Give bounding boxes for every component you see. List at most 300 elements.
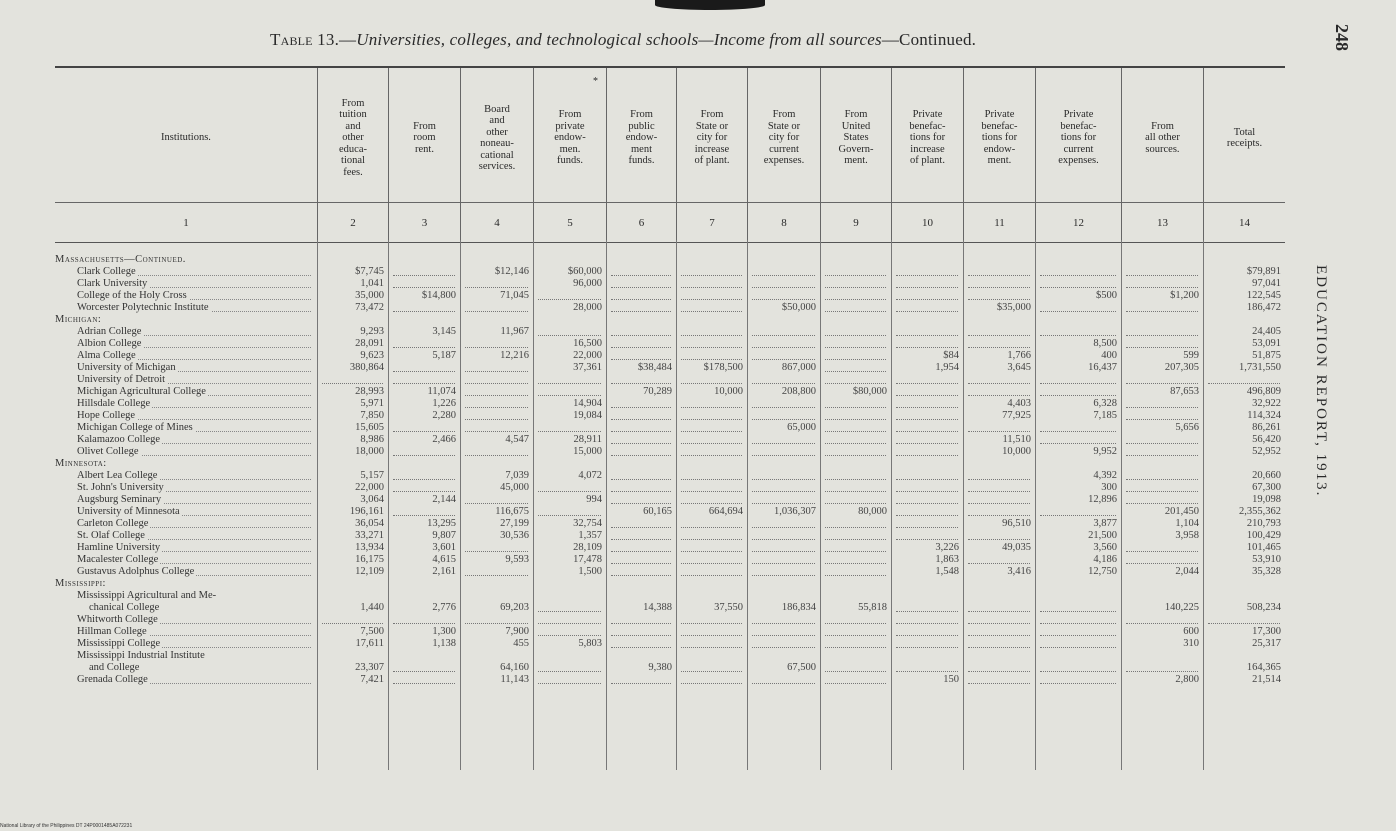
table-row — [55, 614, 1285, 626]
cell-col-7 — [676, 614, 747, 626]
cell-col-10: 1,548 — [935, 566, 959, 577]
institution-name-text: University of Michigan — [77, 362, 176, 373]
table-row — [55, 530, 1285, 542]
cell-col-13 — [1121, 278, 1203, 290]
cell-col-7 — [676, 326, 747, 338]
cell-col-10 — [891, 266, 963, 278]
ink-blot — [655, 0, 765, 10]
cell-col-6 — [606, 398, 676, 410]
cell-col-4: 455 — [513, 638, 529, 649]
cell-col-13: 600 — [1183, 626, 1199, 637]
cell-col-5: 994 — [586, 494, 602, 505]
cell-col-3 — [388, 362, 460, 374]
column-header-2 — [317, 68, 388, 242]
cell-col-9 — [820, 626, 891, 638]
cell-col-2: 73,472 — [355, 302, 384, 313]
cell-col-7 — [676, 494, 747, 506]
cell-col-12 — [1035, 434, 1121, 446]
cell-col-11: 3,416 — [1007, 566, 1031, 577]
cell-col-9 — [820, 410, 891, 422]
institution-name — [55, 434, 317, 446]
cell-col-10 — [891, 278, 963, 290]
cell-col-8 — [747, 290, 820, 302]
cell-col-13: 1,104 — [1175, 518, 1199, 529]
institution-name-text: Whitworth College — [77, 614, 158, 625]
cell-col-14: 52,952 — [1252, 446, 1281, 457]
cell-col-11 — [963, 338, 1035, 350]
cell-col-5 — [533, 326, 606, 338]
column-header-10 — [891, 68, 963, 242]
cell-col-8: 65,000 — [787, 422, 816, 433]
cell-col-7 — [676, 638, 747, 650]
cell-col-9 — [820, 362, 891, 374]
cell-col-4 — [460, 386, 533, 398]
table-row — [55, 434, 1285, 446]
column-number: 4 — [461, 202, 533, 243]
cell-col-6 — [606, 422, 676, 434]
cell-col-11: 3,645 — [1007, 362, 1031, 373]
institution-name — [55, 446, 317, 458]
cell-col-4: 27,199 — [500, 518, 529, 529]
cell-col-10 — [891, 398, 963, 410]
cell-col-11: 49,035 — [1002, 542, 1031, 553]
column-header-1 — [55, 68, 317, 242]
cell-col-10 — [891, 446, 963, 458]
cell-col-6 — [606, 542, 676, 554]
state-heading: Mississippi: — [55, 578, 106, 589]
column-header-label: From private endow- men. funds. — [554, 109, 586, 167]
cell-col-5: 17,478 — [573, 554, 602, 565]
cell-col-9 — [820, 470, 891, 482]
institution-name-text: Mississippi College — [77, 638, 161, 649]
institution-name-text: Albert Lea College — [77, 470, 158, 481]
cell-col-10: $84 — [943, 350, 959, 361]
column-number: 13 — [1122, 202, 1203, 243]
cell-col-10 — [891, 290, 963, 302]
institution-name — [55, 338, 317, 350]
state-heading: Minnesota: — [55, 458, 107, 469]
column-number: 9 — [821, 202, 891, 243]
column-header-9 — [820, 68, 891, 242]
cell-col-7 — [676, 374, 747, 386]
cell-col-2: 196,161 — [349, 506, 384, 517]
cell-col-3 — [388, 338, 460, 350]
cell-col-10 — [891, 410, 963, 422]
state-heading: Michigan: — [55, 314, 102, 325]
institution-name-text: Michigan Agricultural College — [77, 386, 206, 397]
cell-col-14: 100,429 — [1246, 530, 1281, 541]
cell-col-4 — [460, 614, 533, 626]
institution-name — [55, 410, 317, 422]
cell-col-2: 12,109 — [355, 566, 384, 577]
cell-col-12: 16,437 — [1088, 362, 1117, 373]
column-header-4 — [460, 68, 533, 242]
cell-col-11 — [963, 650, 1035, 674]
cell-col-14: 53,910 — [1252, 554, 1281, 565]
institution-name-line2: chanical College — [77, 602, 313, 614]
cell-col-2: 5,157 — [360, 470, 384, 481]
table-caption-suffix: —Continued. — [881, 30, 977, 49]
cell-col-3 — [388, 674, 460, 686]
cell-col-7 — [676, 290, 747, 302]
cell-col-2: 9,293 — [360, 326, 384, 337]
cell-col-13: 87,653 — [1170, 386, 1199, 397]
cell-col-12: 3,560 — [1093, 542, 1117, 553]
cell-col-6 — [606, 446, 676, 458]
cell-col-8 — [747, 266, 820, 278]
column-header-14 — [1203, 68, 1285, 242]
cell-col-3 — [388, 482, 460, 494]
cell-col-11 — [963, 674, 1035, 686]
cell-col-8 — [747, 554, 820, 566]
cell-col-11 — [963, 482, 1035, 494]
table-row — [55, 302, 1285, 314]
institution-name-text: St. John's University — [77, 482, 164, 493]
cell-col-6 — [606, 326, 676, 338]
cell-col-9 — [820, 482, 891, 494]
cell-col-2: 35,000 — [355, 290, 384, 301]
cell-col-11 — [963, 506, 1035, 518]
cell-col-8 — [747, 638, 820, 650]
cell-col-4: 12,216 — [500, 350, 529, 361]
cell-col-10: 1,863 — [935, 554, 959, 565]
cell-col-6 — [606, 266, 676, 278]
table-caption: Universities, colleges, and technological schools—Income from all sources — [356, 30, 882, 49]
cell-col-5: 14,904 — [573, 398, 602, 409]
cell-col-8 — [747, 530, 820, 542]
cell-col-13: $1,200 — [1170, 290, 1199, 301]
cell-col-12: $500 — [1096, 290, 1117, 301]
cell-col-3: 5,187 — [432, 350, 456, 361]
cell-col-5: 32,754 — [573, 518, 602, 529]
cell-col-6 — [606, 290, 676, 302]
cell-col-2: 7,421 — [360, 674, 384, 685]
column-header-12 — [1035, 68, 1121, 242]
cell-col-11: 10,000 — [1002, 446, 1031, 457]
cell-col-6 — [606, 638, 676, 650]
institution-name — [55, 518, 317, 530]
cell-col-9 — [820, 494, 891, 506]
cell-col-14: 35,328 — [1252, 566, 1281, 577]
institution-name-text: Clark College — [77, 266, 136, 277]
cell-col-4: 4,547 — [505, 434, 529, 445]
cell-col-3: 9,807 — [432, 530, 456, 541]
cell-col-7 — [676, 650, 747, 674]
cell-col-8 — [747, 338, 820, 350]
table-header — [55, 66, 1285, 243]
cell-col-5 — [533, 650, 606, 674]
cell-col-10 — [891, 626, 963, 638]
institution-name-text: Carleton College — [77, 518, 149, 529]
cell-col-14: 19,098 — [1252, 494, 1281, 505]
cell-col-3 — [388, 302, 460, 314]
cell-col-5: 4,072 — [578, 470, 602, 481]
column-header-label: From State or city for increase of plant. — [694, 109, 730, 167]
column-header-label: From all other sources. — [1145, 120, 1180, 155]
cell-col-11 — [963, 530, 1035, 542]
cell-col-12 — [1035, 650, 1121, 674]
cell-col-7 — [676, 338, 747, 350]
cell-col-8 — [747, 518, 820, 530]
cell-col-4 — [460, 374, 533, 386]
cell-col-12 — [1035, 506, 1121, 518]
cell-col-6 — [606, 374, 676, 386]
cell-col-6: 70,289 — [643, 386, 672, 397]
cell-col-9 — [820, 530, 891, 542]
cell-col-11: 77,925 — [1002, 410, 1031, 421]
cell-col-10 — [891, 590, 963, 614]
cell-col-13 — [1121, 650, 1203, 674]
cell-col-7 — [676, 542, 747, 554]
cell-col-13: 2,044 — [1175, 566, 1199, 577]
cell-col-12: 12,896 — [1088, 494, 1117, 505]
column-header-label: From tuition and other educa- tional fees. — [339, 97, 367, 178]
institution-name — [55, 470, 317, 482]
cell-col-5 — [533, 374, 606, 386]
cell-col-2: 380,864 — [349, 362, 384, 373]
cell-col-10 — [891, 386, 963, 398]
cell-col-7 — [676, 530, 747, 542]
cell-col-14: 186,472 — [1246, 302, 1281, 313]
cell-col-11 — [963, 290, 1035, 302]
cell-col-11 — [963, 374, 1035, 386]
cell-col-7 — [676, 554, 747, 566]
table-row — [55, 326, 1285, 338]
cell-col-11 — [963, 626, 1035, 638]
cell-col-9: $80,000 — [852, 386, 887, 397]
column-header-label: Private benefac- tions for current expenses. — [1058, 109, 1099, 167]
cell-col-9 — [820, 614, 891, 626]
cell-col-11 — [963, 554, 1035, 566]
cell-col-11: 1,766 — [1007, 350, 1031, 361]
cell-col-8 — [747, 410, 820, 422]
institution-name-text: Hamline University — [77, 542, 161, 553]
cell-col-3 — [388, 278, 460, 290]
column-header-label: Private benefac- tions for endow- ment. — [981, 109, 1018, 167]
institution-name — [55, 350, 317, 362]
institution-name — [55, 554, 317, 566]
cell-col-6 — [606, 482, 676, 494]
cell-col-5: 1,500 — [578, 566, 602, 577]
cell-col-2: 33,271 — [355, 530, 384, 541]
cell-col-10 — [891, 506, 963, 518]
cell-col-7 — [676, 674, 747, 686]
cell-col-8 — [747, 566, 820, 578]
cell-col-4: 71,045 — [500, 290, 529, 301]
cell-col-7 — [676, 278, 747, 290]
cell-col-13: 207,305 — [1164, 362, 1199, 373]
cell-col-3 — [388, 374, 460, 386]
cell-col-12 — [1035, 326, 1121, 338]
cell-col-13 — [1121, 326, 1203, 338]
cell-col-13: 310 — [1183, 638, 1199, 649]
cell-col-2: 28,993 — [355, 386, 384, 397]
cell-col-14: 508,234 — [1246, 602, 1281, 613]
cell-col-6 — [606, 278, 676, 290]
state-heading: Massachusetts—Continued. — [55, 254, 186, 265]
cell-col-11: 4,403 — [1007, 398, 1031, 409]
cell-col-2: 28,091 — [355, 338, 384, 349]
cell-col-13 — [1121, 446, 1203, 458]
institution-name-text: Alma College — [77, 350, 136, 361]
cell-col-8 — [747, 614, 820, 626]
column-number: 1 — [55, 202, 317, 243]
table-row — [55, 626, 1285, 638]
cell-col-6 — [606, 554, 676, 566]
cell-col-12: 9,952 — [1093, 446, 1117, 457]
cell-col-14: 24,405 — [1252, 326, 1281, 337]
cell-col-8 — [747, 374, 820, 386]
institution-name-line1: Mississippi Agricultural and Me- — [77, 590, 217, 601]
cell-col-5: 1,357 — [578, 530, 602, 541]
cell-col-12: 4,392 — [1093, 470, 1117, 481]
institution-name-text: Hope College — [77, 410, 136, 421]
cell-col-7: $178,500 — [703, 362, 743, 373]
cell-col-13 — [1121, 434, 1203, 446]
cell-col-4: 64,160 — [500, 662, 529, 673]
cell-col-8 — [747, 674, 820, 686]
cell-col-12 — [1035, 638, 1121, 650]
table-row — [55, 410, 1285, 422]
table-row — [55, 650, 1285, 674]
cell-col-7 — [676, 410, 747, 422]
cell-col-4 — [460, 398, 533, 410]
table-label: Table 13. — [270, 30, 340, 49]
cell-col-13 — [1121, 410, 1203, 422]
cell-col-10 — [891, 374, 963, 386]
cell-col-7: 664,694 — [708, 506, 743, 517]
cell-col-4: 11,143 — [500, 674, 529, 685]
cell-col-3 — [388, 470, 460, 482]
cell-col-7 — [676, 518, 747, 530]
table-row — [55, 518, 1285, 530]
column-header-6 — [606, 68, 676, 242]
cell-col-13: 3,958 — [1175, 530, 1199, 541]
cell-col-9 — [820, 278, 891, 290]
table-row — [55, 482, 1285, 494]
cell-col-11: 96,510 — [1002, 518, 1031, 529]
column-header-label: From public endow- ment funds. — [625, 109, 658, 167]
cell-col-6 — [606, 410, 676, 422]
column-number: 14 — [1204, 202, 1285, 243]
cell-col-9 — [820, 266, 891, 278]
cell-col-9 — [820, 554, 891, 566]
cell-col-4: 9,593 — [505, 554, 529, 565]
cell-col-14: 210,793 — [1246, 518, 1281, 529]
cell-col-14: 2,355,362 — [1239, 506, 1281, 517]
cell-col-4 — [460, 542, 533, 554]
institution-name — [55, 614, 317, 626]
institution-name-text: St. Olaf College — [77, 530, 145, 541]
cell-col-4 — [460, 422, 533, 434]
table-row — [55, 638, 1285, 650]
cell-col-12: 21,500 — [1088, 530, 1117, 541]
cell-col-7: 37,550 — [714, 602, 743, 613]
institution-name — [55, 530, 317, 542]
cell-col-5 — [533, 614, 606, 626]
institution-name-text: Augsburg Seminary — [77, 494, 162, 505]
cell-col-7 — [676, 302, 747, 314]
cell-col-5: 28,000 — [573, 302, 602, 313]
institution-name — [55, 650, 317, 674]
cell-col-2: 7,500 — [360, 626, 384, 637]
cell-col-2: 8,986 — [360, 434, 384, 445]
cell-col-12 — [1035, 266, 1121, 278]
institution-name — [55, 626, 317, 638]
cell-col-12: 7,185 — [1093, 410, 1117, 421]
running-head: EDUCATION REPORT, 1913. — [1313, 265, 1329, 498]
cell-col-10 — [891, 434, 963, 446]
institution-name — [55, 386, 317, 398]
column-header-11 — [963, 68, 1035, 242]
table-row — [55, 290, 1285, 302]
cell-col-4: 116,675 — [495, 506, 529, 517]
cell-col-12 — [1035, 386, 1121, 398]
cell-col-5 — [533, 422, 606, 434]
cell-col-3: 2,776 — [432, 602, 456, 613]
cell-col-8 — [747, 326, 820, 338]
cell-col-14: 53,091 — [1252, 338, 1281, 349]
cell-col-10 — [891, 650, 963, 674]
scan-footer: National Library of the Philippines DT 24P0001485A072231 — [0, 823, 133, 829]
table-row — [55, 266, 1285, 278]
institution-name — [55, 542, 317, 554]
cell-col-6 — [606, 626, 676, 638]
institution-name — [55, 290, 317, 302]
cell-col-13 — [1121, 470, 1203, 482]
cell-col-7 — [676, 470, 747, 482]
cell-col-6 — [606, 338, 676, 350]
column-number: 12 — [1036, 202, 1121, 243]
cell-col-8 — [747, 398, 820, 410]
cell-col-14: 21,514 — [1252, 674, 1281, 685]
column-number: 2 — [318, 202, 388, 243]
cell-col-10 — [891, 338, 963, 350]
institution-name-text: Hillsdale College — [77, 398, 151, 409]
cell-col-4: 69,203 — [500, 602, 529, 613]
cell-col-8 — [747, 542, 820, 554]
cell-col-2: 3,064 — [360, 494, 384, 505]
cell-col-5 — [533, 674, 606, 686]
cell-col-5 — [533, 290, 606, 302]
table-row — [55, 374, 1285, 386]
cell-col-3 — [388, 506, 460, 518]
cell-col-5: 5,803 — [578, 638, 602, 649]
cell-col-14: 122,545 — [1246, 290, 1281, 301]
table-title — [270, 30, 1150, 50]
cell-col-8 — [747, 626, 820, 638]
cell-col-14: $79,891 — [1246, 266, 1281, 277]
cell-col-13: 599 — [1183, 350, 1199, 361]
cell-col-4 — [460, 410, 533, 422]
cell-col-4 — [460, 338, 533, 350]
cell-col-6 — [606, 434, 676, 446]
cell-col-14: 496,809 — [1246, 386, 1281, 397]
institution-name — [55, 302, 317, 314]
cell-col-9 — [820, 638, 891, 650]
institution-name — [55, 590, 317, 614]
column-header-5 — [533, 68, 606, 242]
table-row — [55, 398, 1285, 410]
table-row — [55, 566, 1285, 578]
table-row — [55, 590, 1285, 614]
cell-col-8 — [747, 446, 820, 458]
cell-col-5: 28,109 — [573, 542, 602, 553]
cell-col-7 — [676, 398, 747, 410]
cell-col-6 — [606, 518, 676, 530]
cell-col-8: $50,000 — [781, 302, 816, 313]
cell-col-3: 13,295 — [427, 518, 456, 529]
